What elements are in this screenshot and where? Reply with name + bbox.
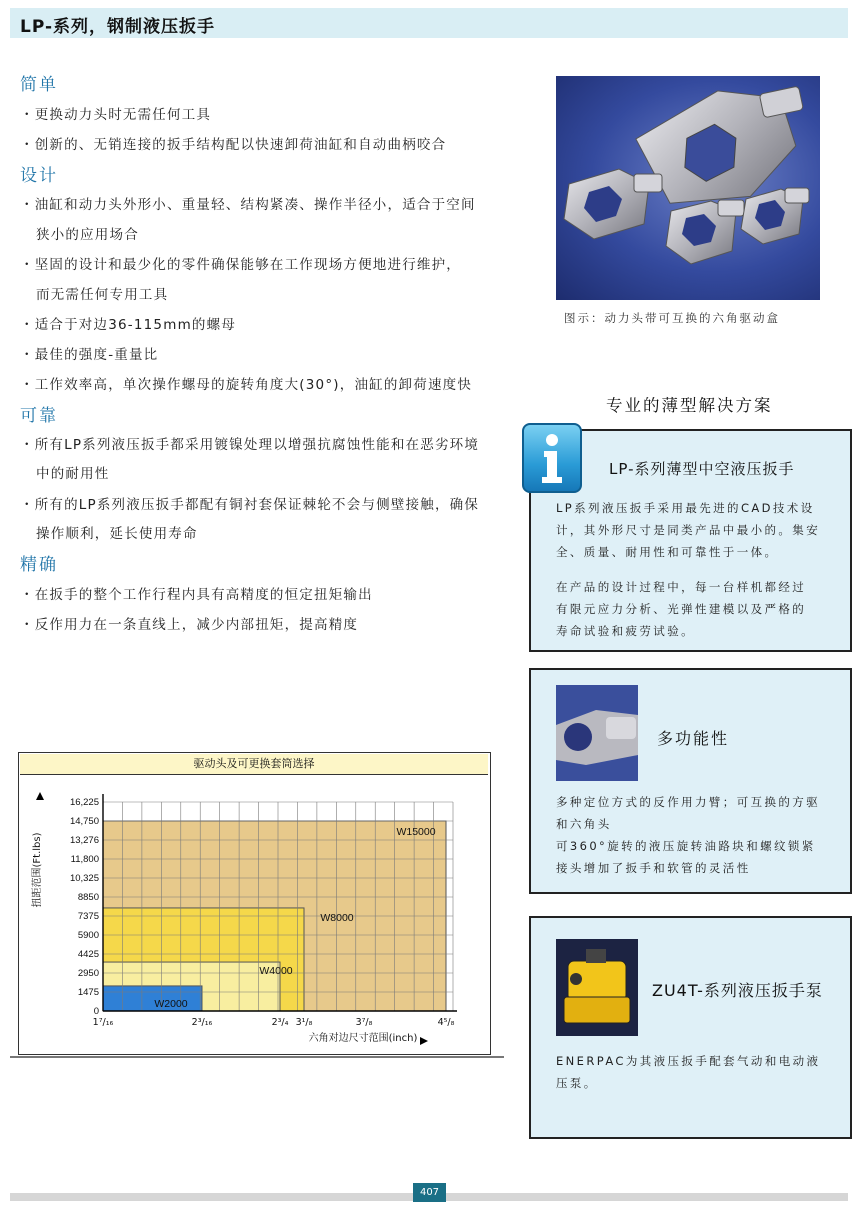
text-line: 计，其外形尺寸是同类产品中最小的。集安	[556, 523, 821, 537]
pro-solution-heading: 专业的薄型解决方案	[606, 396, 773, 415]
box2-title: 多功能性	[657, 729, 730, 748]
series-label: W2000	[154, 998, 188, 1010]
text-line: 寿命试验和疲劳试验。	[556, 624, 695, 638]
series-label: W15000	[396, 826, 436, 838]
page-number: 407	[413, 1183, 446, 1202]
y-tick-label: 14,750	[69, 816, 99, 827]
x-axis-arrow-icon	[420, 1037, 428, 1045]
x-tick-label: 3⁷/₈	[355, 1017, 373, 1028]
box3-text	[556, 1050, 820, 1094]
section-title-precise: 精确	[20, 555, 58, 575]
bullet: ・所有的LP系列液压扳手都配有铜衬套保证棘轮不会与侧壁接触，确保	[20, 497, 480, 513]
divider-line	[10, 1056, 504, 1058]
bullet-continuation: 操作顺利，延长使用寿命	[36, 526, 198, 542]
y-tick-label: 1475	[77, 987, 99, 998]
x-tick-label: 2³/₁₆	[191, 1017, 213, 1028]
text-line: 和六角头	[556, 817, 612, 831]
bullet: ・油缸和动力头外形小、重量轻、结构紧凑、操作半径小，适合于空间	[20, 197, 476, 213]
bullet: ・坚固的设计和最少化的零件确保能够在工作现场方便地进行维护，	[20, 257, 461, 273]
section-title-simple: 简单	[20, 75, 58, 95]
y-tick-label: 5900	[77, 930, 99, 941]
text-line: 压泵。	[556, 1076, 598, 1090]
chart-title: 驱动头及可更换套筒选择	[20, 754, 488, 775]
torque-chart	[18, 775, 489, 1053]
bullet: ・适合于对边36-115mm的螺母	[20, 317, 237, 333]
bullet: ・在扳手的整个工作行程内具有高精度的恒定扭矩输出	[20, 587, 373, 603]
y-tick-label: 11,800	[70, 854, 99, 865]
series-label: W4000	[259, 965, 293, 978]
pump-photo	[556, 939, 638, 1036]
text-line: 可360°旋转的液压旋转油路块和螺纹锁紧	[556, 839, 816, 853]
x-tick-label: 4⁵/₈	[437, 1017, 455, 1028]
y-axis-arrow-icon	[36, 792, 44, 800]
bullet-continuation: 中的耐用性	[36, 466, 110, 482]
y-tick-label: 4425	[77, 949, 99, 960]
y-tick-label: 10,325	[69, 873, 99, 884]
y-tick-label: 7375	[77, 911, 99, 922]
y-axis-title: 扭距范围(Ft.lbs)	[32, 832, 43, 908]
bullet: ・工作效率高，单次操作螺母的旋转角度大(30°)，油缸的卸荷速度快	[20, 377, 473, 393]
page-title: LP-系列，钢制液压扳手	[20, 17, 216, 37]
box1-title: LP-系列薄型中空液压扳手	[609, 460, 795, 478]
text-line: 接头增加了扳手和软管的灵活性	[556, 861, 751, 875]
y-tick-label: 8850	[77, 892, 99, 903]
wrench-illustration	[556, 76, 820, 300]
section-title-design: 设计	[20, 166, 58, 186]
box1-paragraph-1	[556, 497, 820, 563]
photo-caption: 图示：动力头带可互换的六角驱动盒	[564, 311, 780, 325]
product-photo-wrenches	[556, 76, 820, 300]
bullet: ・所有LP系列液压扳手都采用镀镍处理以增强抗腐蚀性能和在恶劣环境	[20, 437, 480, 453]
series-label: W8000	[320, 911, 354, 924]
info-icon	[522, 423, 582, 493]
y-tick-label: 16,225	[69, 797, 99, 808]
bullet: ・反作用力在一条直线上，减少内部扭矩，提高精度	[20, 617, 359, 633]
text-line: ENERPAC为其液压扳手配套气动和电动液	[556, 1054, 821, 1068]
text-line: 全、质量、耐用性和可靠性于一体。	[556, 545, 779, 559]
box3-title: ZU4T-系列液压扳手泵	[652, 981, 823, 1000]
x-tick-label: 2³/₄	[271, 1017, 289, 1028]
x-tick-label: 1⁷/₁₆	[92, 1017, 114, 1028]
text-line: 多种定位方式的反作用力臂；可互换的方驱	[556, 795, 821, 809]
text-line: 在产品的设计过程中，每一台样机都经过	[556, 580, 807, 594]
box1-paragraph-2	[556, 576, 806, 642]
y-tick-label: 13,276	[69, 835, 99, 846]
section-title-reliable: 可靠	[20, 406, 58, 426]
bullet-continuation: 而无需任何专用工具	[36, 287, 169, 303]
y-tick-label: 2950	[77, 968, 99, 979]
bullet-continuation: 狭小的应用场合	[36, 227, 139, 243]
box2-text	[556, 791, 820, 879]
wrench-head-photo	[556, 685, 638, 781]
text-line: LP系列液压扳手采用最先进的CAD技术设	[556, 501, 815, 515]
x-tick-label: 3¹/₈	[295, 1017, 313, 1028]
text-line: 有限元应力分析、光弹性建模以及严格的	[556, 602, 807, 616]
x-axis-title: 六角对边尺寸范围(inch)	[308, 1033, 418, 1044]
bullet: ・创新的、无销连接的扳手结构配以快速卸荷油缸和自动曲柄咬合	[20, 137, 447, 153]
y-tick-label: 0	[93, 1006, 99, 1017]
bullet: ・更换动力头时无需任何工具	[20, 107, 212, 123]
bullet: ・最佳的强度-重量比	[20, 347, 159, 363]
